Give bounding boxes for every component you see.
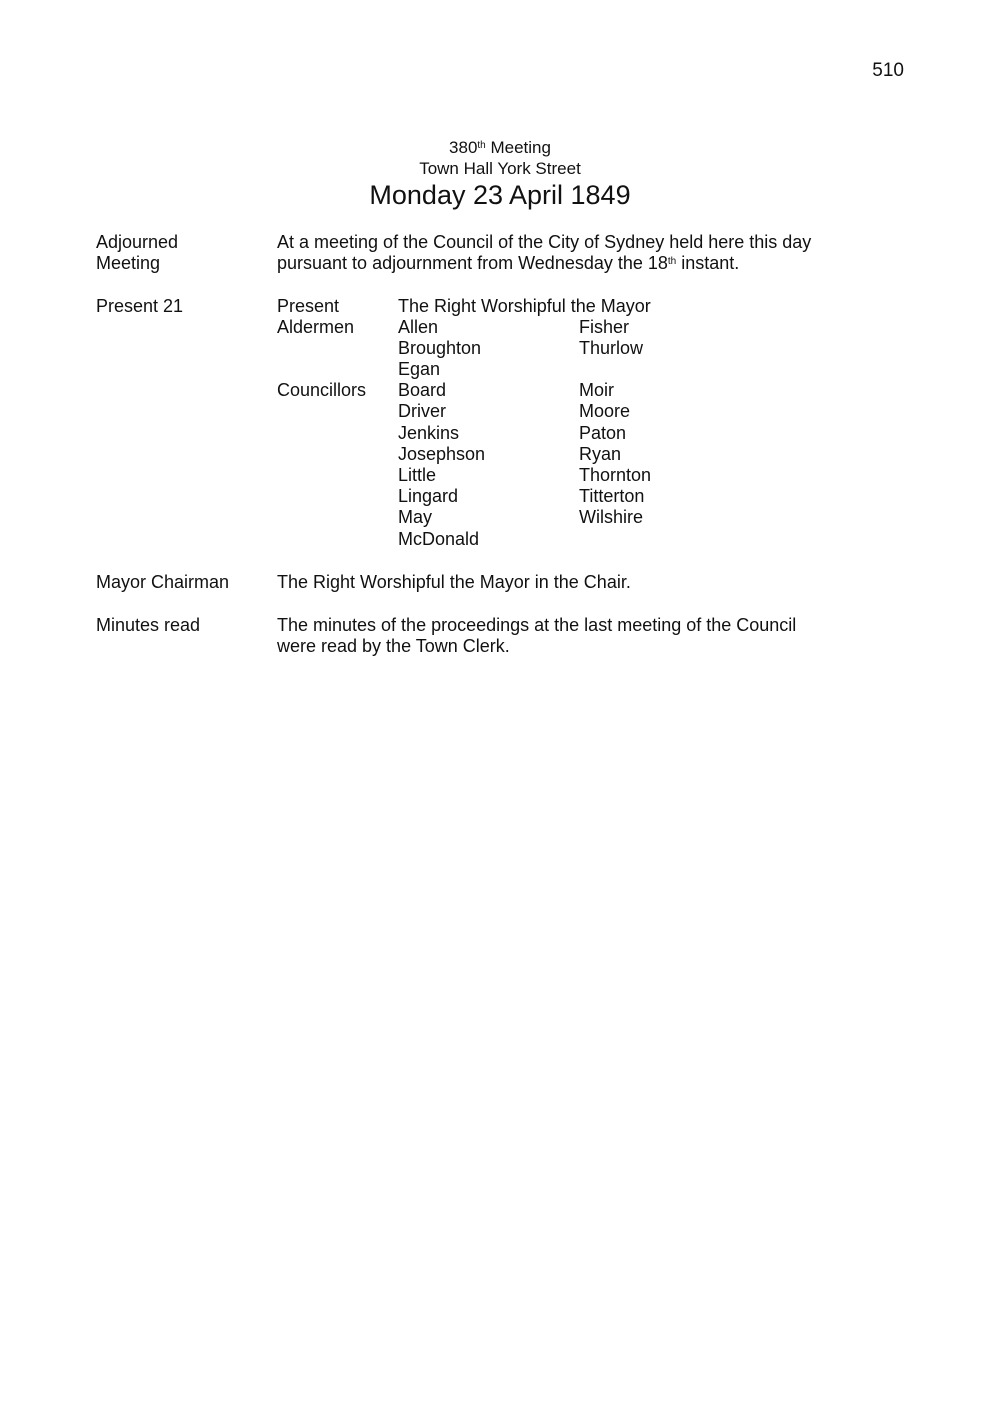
- councillor-name: Little: [398, 465, 437, 485]
- meeting-date-title: Monday 23 April 1849: [369, 180, 631, 210]
- chairman-text: The Right Worshipful the Mayor in the Chair.: [277, 572, 631, 592]
- meeting-word: Meeting: [485, 138, 551, 157]
- councillor-name: Paton: [579, 423, 627, 443]
- present-label: Present: [277, 296, 340, 316]
- councillor-name: Board: [398, 380, 447, 400]
- meeting-number: 380: [449, 138, 478, 157]
- adjourned-text-line1: At a meeting of the Council of the City of Sydney held here this day: [277, 232, 812, 252]
- page-number: 510: [872, 60, 904, 81]
- alderman-name: Allen: [398, 317, 439, 337]
- councillor-name: Wilshire: [579, 507, 644, 527]
- councillor-name: Driver: [398, 401, 446, 421]
- alderman-name: Broughton: [398, 338, 482, 358]
- alderman-name: Thurlow: [579, 338, 644, 358]
- councillor-name: Ryan: [579, 444, 622, 464]
- councillor-name: Moore: [579, 401, 631, 421]
- alderman-name: Egan: [398, 359, 441, 379]
- councillor-name: May: [398, 507, 433, 527]
- meeting-location: Town Hall York Street: [419, 159, 581, 178]
- margin-minutes-read: Minutes read: [96, 615, 201, 635]
- alderman-name: Fisher: [579, 317, 630, 337]
- councillor-name: Titterton: [579, 486, 645, 506]
- councillor-name: Lingard: [398, 486, 459, 506]
- margin-adjourned-line1: Adjourned: [96, 232, 179, 252]
- councillor-name: McDonald: [398, 529, 480, 549]
- councillor-name: Moir: [579, 380, 614, 400]
- margin-present-count: Present 21: [96, 296, 184, 316]
- adjourned-text-line2-a: pursuant to adjournment from Wednesday the 18: [277, 253, 668, 273]
- councillor-name: Thornton: [579, 465, 652, 485]
- councillors-label: Councillors: [277, 380, 367, 400]
- margin-adjourned-line2: Meeting: [96, 253, 161, 273]
- meeting-number-suffix: th: [477, 140, 486, 151]
- meeting-number-heading: [0, 137, 1000, 158]
- present-mayor: The Right Worshipful the Mayor: [398, 296, 651, 316]
- margin-mayor-chairman: Mayor Chairman: [96, 572, 230, 592]
- councillor-name: Josephson: [398, 444, 486, 464]
- aldermen-label: Aldermen: [277, 317, 355, 337]
- minutes-text-line2: were read by the Town Clerk.: [277, 636, 510, 656]
- adjourned-text-line2: [277, 253, 739, 274]
- adjourned-text-line2-b: instant.: [676, 253, 740, 273]
- adjourned-text-line2-sup: th: [667, 256, 677, 267]
- councillor-name: Jenkins: [398, 423, 460, 443]
- minutes-text-line1: The minutes of the proceedings at the last meeting of the Council: [277, 615, 797, 635]
